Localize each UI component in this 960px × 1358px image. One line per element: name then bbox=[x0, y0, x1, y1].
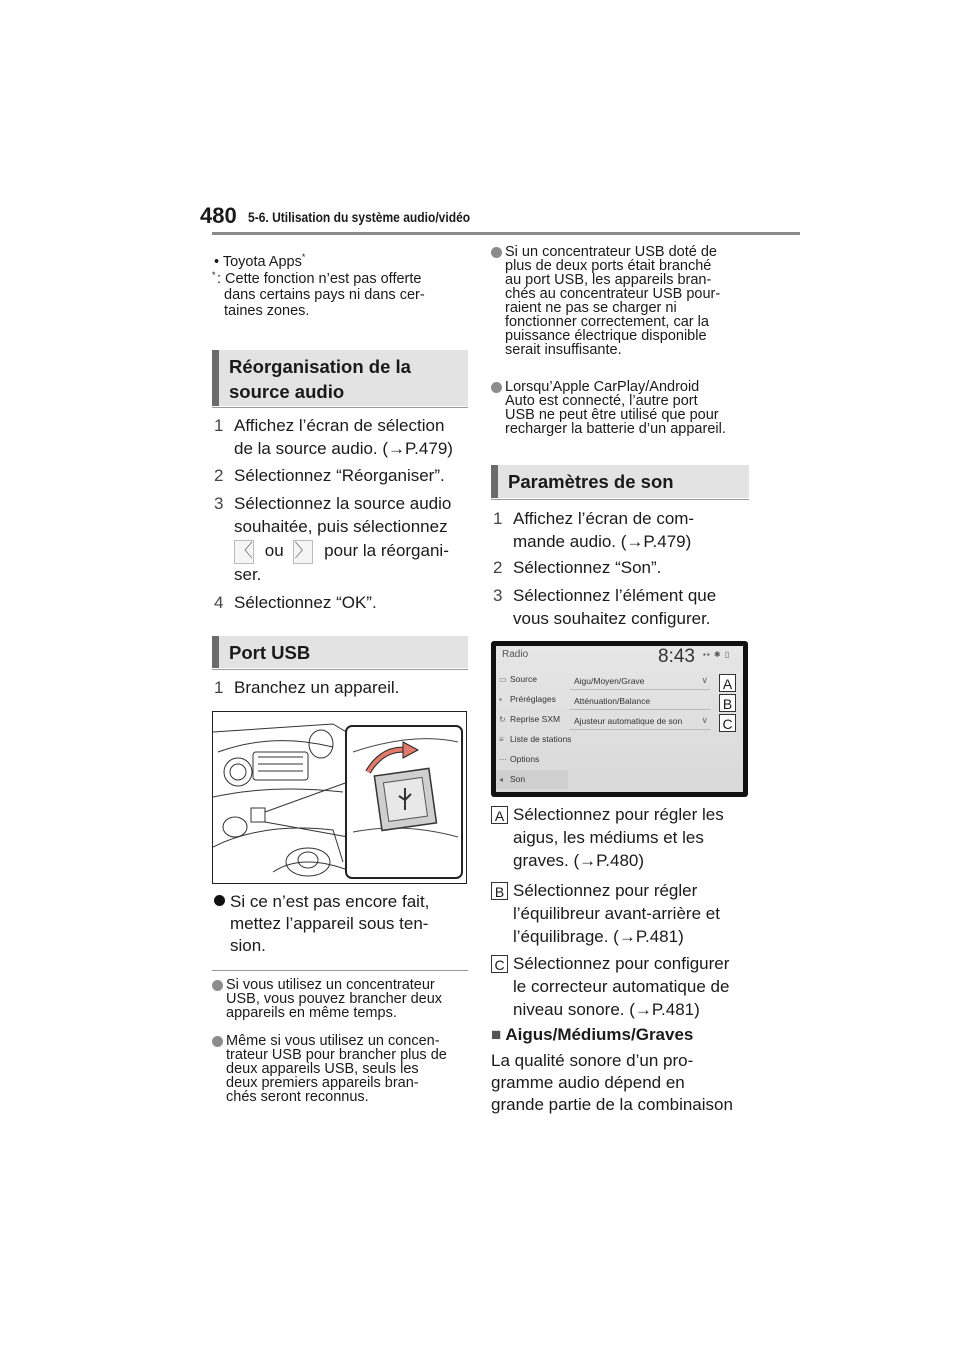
label-a: A bbox=[491, 806, 508, 824]
arrow-instruction: 〈 ou 〉 pour la réorgani- bbox=[234, 540, 449, 564]
note-carplay: Lorsqu’Apple CarPlay/Android Auto est connecté, l’autre port USB ne peut être utilisé que pour recharger la batterie d’un appareil. bbox=[491, 380, 751, 444]
screen-menu bbox=[496, 670, 572, 792]
menu-item-presets[interactable]: ▪ Préréglages bbox=[496, 690, 568, 709]
arrow-instruction-tail: ser. bbox=[234, 565, 262, 584]
row-treble-mid-bass[interactable]: Aigu/Moyen/Grave ∨ bbox=[570, 672, 710, 690]
bullet-icon bbox=[214, 895, 225, 906]
label-a: A bbox=[719, 674, 736, 692]
menu-item-options[interactable]: ⋯ Options bbox=[496, 750, 568, 769]
step-2-reorganisation: 2 Sélectionnez “Réorganiser”. bbox=[214, 466, 445, 485]
note-bullet-icon bbox=[212, 980, 223, 991]
section-title: 5-6. Utilisation du système audio/vidéo bbox=[248, 209, 471, 225]
step-3-sound: 3 Sélectionnez l’élément que vous souhaitez configurer. bbox=[493, 586, 717, 628]
label-c: C bbox=[719, 714, 736, 732]
note-usb-hub: Si vous utilisez un concentrateur USB, vous pouvez brancher deux appareils en même temps. bbox=[212, 978, 468, 1024]
chevron-down-icon: ∨ bbox=[701, 715, 708, 725]
step-3-reorganisation: 3 Sélectionnez la source audio souhaitée, puis sélectionnez bbox=[214, 494, 452, 536]
usb-port-illustration bbox=[212, 711, 467, 884]
subheading-treble: ■ Aigus/Médiums/Graves bbox=[491, 1025, 694, 1044]
explanation-c: C Sélectionnez pour configurer le correcteur automatique de niveau sonore. (→P.481) bbox=[491, 953, 751, 1023]
page-number: 480 bbox=[200, 203, 237, 228]
explanation-b: B Sélectionnez pour régler l’équilibreur avant-arrière et l’équilibrage. (→P.481) bbox=[491, 880, 751, 950]
screen-title: Radio bbox=[502, 649, 529, 660]
chevron-left-icon: 〈 bbox=[234, 540, 254, 564]
header-rule bbox=[212, 232, 800, 235]
note-usb-power: Si un concentrateur USB doté de plus de deux ports était branché au port USB, les appareils bran- chés au concentrateur USB pour- raient ne pas se charger ni fonctionner correctement, car la puissance électrique disponible serait insuffisante. bbox=[491, 245, 751, 370]
menu-item-source[interactable]: ▭ Source bbox=[496, 670, 568, 689]
heading-reorganisation: Réorganisation de la source audio bbox=[212, 350, 468, 406]
label-c: C bbox=[491, 955, 508, 973]
explanation-a: A Sélectionnez pour régler les aigus, les médiums et les graves. (→P.480) bbox=[491, 804, 751, 874]
row-fader-balance[interactable]: Atténuation/Balance bbox=[570, 692, 710, 710]
bullet-power-on: Si ce n’est pas encore fait, mettez l’appareil sous ten- sion. bbox=[214, 891, 464, 963]
menu-item-sound[interactable]: ◂ Son bbox=[496, 770, 568, 789]
label-b: B bbox=[719, 694, 736, 712]
note-usb-limit: Même si vous utilisez un concen- trateur USB pour brancher plus de deux appareils USB, seuls les deux premiers appareils bran- chés seront reconnus. bbox=[212, 1034, 468, 1110]
more-icon: ⋯ bbox=[499, 755, 507, 764]
audio-screen bbox=[491, 641, 748, 797]
step-1-sound: 1 Affichez l’écran de com- mande audio. (→P.479) bbox=[493, 509, 695, 551]
speaker-icon: ◂ bbox=[499, 775, 504, 784]
paragraph-audio-quality: La qualité sonore d’un pro- gramme audio dépend en grande partie de la combinaison bbox=[491, 1051, 733, 1114]
note-bullet-icon bbox=[491, 382, 502, 393]
intro-item: • Toyota Apps* bbox=[214, 252, 306, 270]
heading-sound-settings: Paramètres de son bbox=[491, 465, 749, 498]
step-4-reorganisation: 4 Sélectionnez “OK”. bbox=[214, 593, 377, 612]
step-1-usb: 1 Branchez un appareil. bbox=[214, 678, 400, 697]
screen-clock: 8:43 bbox=[658, 646, 695, 667]
chevron-down-icon: ∨ bbox=[701, 675, 708, 685]
menu-item-station-list[interactable]: ≡ Liste de stations bbox=[496, 730, 568, 749]
step-2-sound: 2 Sélectionnez “Son”. bbox=[493, 558, 662, 577]
square-marker-icon: ■ bbox=[491, 1025, 502, 1044]
replay-icon: ↻ bbox=[499, 715, 506, 724]
row-auto-sound[interactable]: Ajusteur automatique de son ∨ bbox=[570, 712, 710, 730]
note-bullet-icon bbox=[212, 1036, 223, 1047]
source-icon: ▭ bbox=[499, 675, 507, 684]
presets-icon: ▪ bbox=[499, 695, 502, 704]
label-b: B bbox=[491, 882, 508, 900]
step-1-reorganisation: 1 Affichez l’écran de sélection de la source audio. (→P.479) bbox=[214, 416, 453, 458]
notes-divider bbox=[212, 970, 468, 971]
list-icon: ≡ bbox=[499, 735, 504, 744]
note-bullet-icon bbox=[491, 247, 502, 258]
menu-item-sxm-replay[interactable]: ↻ Reprise SXM bbox=[496, 710, 568, 729]
heading-usb-port: Port USB bbox=[212, 636, 468, 668]
status-icons: ▪▪ ✱ ▯ bbox=[703, 650, 731, 659]
chevron-right-icon: 〉 bbox=[293, 540, 313, 564]
